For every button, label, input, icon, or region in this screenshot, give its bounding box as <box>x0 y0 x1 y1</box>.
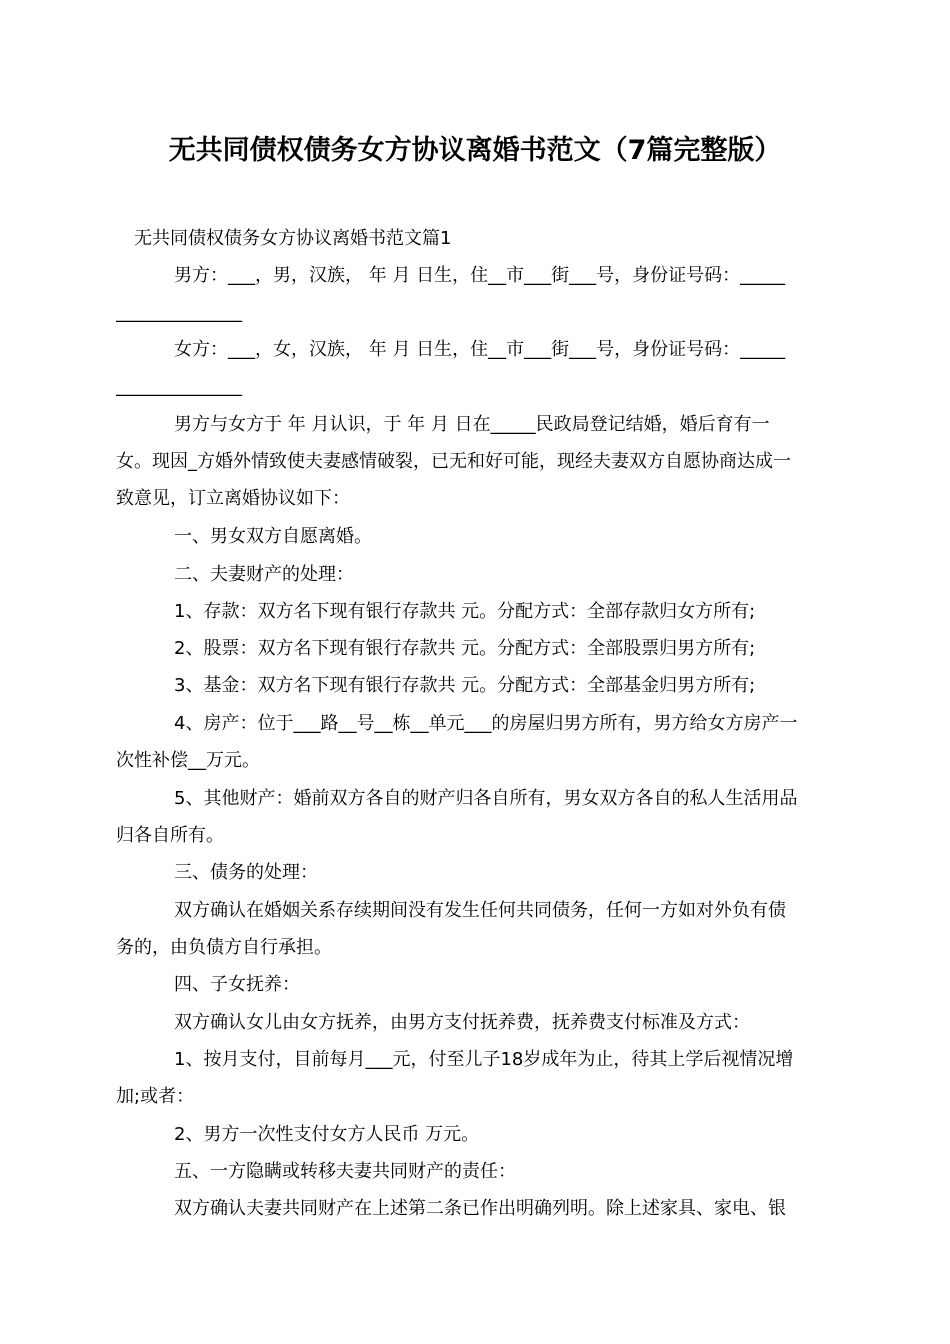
paragraph-line: 双方确认女儿由女方抚养，由男方支付抚养费，抚养费支付标准及方式： <box>174 1012 750 1033</box>
clause-4-item-monthly <box>116 1041 838 1115</box>
paragraph-line: 五、一方隐瞒或转移夫妻共同财产的责任： <box>174 1161 516 1182</box>
clause-5-body <box>116 1190 838 1227</box>
clause-3-heading <box>116 854 838 891</box>
clause-2-item-funds <box>116 667 838 704</box>
paragraph-line: 双方确认夫妻共同财产在上述第二条已作出明确列明。除上述家具、家电、银 <box>174 1198 786 1219</box>
paragraph-line: 致意见，订立离婚协议如下： <box>116 488 350 509</box>
paragraph-husband-info <box>116 257 838 331</box>
paragraph-line: 四、子女抚养： <box>174 974 300 995</box>
clause-4-body <box>116 1004 838 1041</box>
paragraph-line: 男方：___，男，汉族， 年 月 日生，住__市___街___号，身份证号码：_____ <box>174 265 786 286</box>
paragraph-line: 2、男方一次性支付女方人民币 万元。 <box>174 1124 480 1145</box>
paragraph-wife-info <box>116 331 838 405</box>
paragraph-line: 归各自所有。 <box>116 825 224 846</box>
paragraph-line: ______________ <box>116 376 242 397</box>
paragraph-line: 加;或者： <box>116 1086 195 1107</box>
clause-2-item-other <box>116 780 838 854</box>
paragraph-line: 三、债务的处理： <box>174 862 318 883</box>
paragraph-line: 1、按月支付，目前每月___元，付至儿子18岁成年为止，待其上学后视情况增 <box>174 1049 794 1070</box>
paragraph-line: 男方与女方于 年 月认识，于 年 月 日在_____民政局登记结婚，婚后育有一 <box>174 414 770 435</box>
paragraph-line: 次性补偿__万元。 <box>116 750 260 771</box>
paragraph-line: 1、存款：双方名下现有银行存款共 元。分配方式：全部存款归女方所有; <box>174 601 756 622</box>
paragraph-line: 2、股票：双方名下现有银行存款共 元。分配方式：全部股票归男方所有; <box>174 638 756 659</box>
clause-2-item-stocks <box>116 630 838 667</box>
paragraph-line: 女。现因_方婚外情致使夫妻感情破裂，已无和好可能，现经夫妻双方自愿协商达成一 <box>116 451 791 472</box>
section-heading: 无共同债权债务女方协议离婚书范文篇1 <box>134 228 452 249</box>
paragraph-line: 女方：___，女，汉族， 年 月 日生，住__市___街___号，身份证号码：_____ <box>174 339 786 360</box>
paragraph-line: 二、夫妻财产的处理： <box>174 564 354 585</box>
paragraph-line: ______________ <box>116 302 242 323</box>
paragraph-line: 4、房产：位于___路__号__栋__单元___的房屋归男方所有，男方给女方房产一 <box>174 713 798 734</box>
paragraph-line: 5、其他财产：婚前双方各自的财产归各自所有，男女双方各自的私人生活用品 <box>174 788 798 809</box>
paragraph-intro <box>116 406 838 517</box>
clause-2-item-deposit <box>116 593 838 630</box>
clause-1 <box>116 518 838 555</box>
paragraph-line: 一、男女双方自愿离婚。 <box>174 526 372 547</box>
document-title: 无共同债权债务女方协议离婚书范文（7篇完整版） <box>168 135 782 166</box>
clause-3-body <box>116 892 838 966</box>
paragraph-line: 3、基金：双方名下现有银行存款共 元。分配方式：全部基金归男方所有; <box>174 675 756 696</box>
paragraph-line: 务的，由负债方自行承担。 <box>116 937 332 958</box>
clause-5-heading <box>116 1153 838 1190</box>
clause-2-item-property <box>116 705 838 779</box>
clause-4-item-lump-sum <box>116 1116 838 1153</box>
clause-2-heading <box>116 556 838 593</box>
paragraph-line: 双方确认在婚姻关系存续期间没有发生任何共同债务，任何一方如对外负有债 <box>174 900 786 921</box>
clause-4-heading <box>116 966 838 1003</box>
